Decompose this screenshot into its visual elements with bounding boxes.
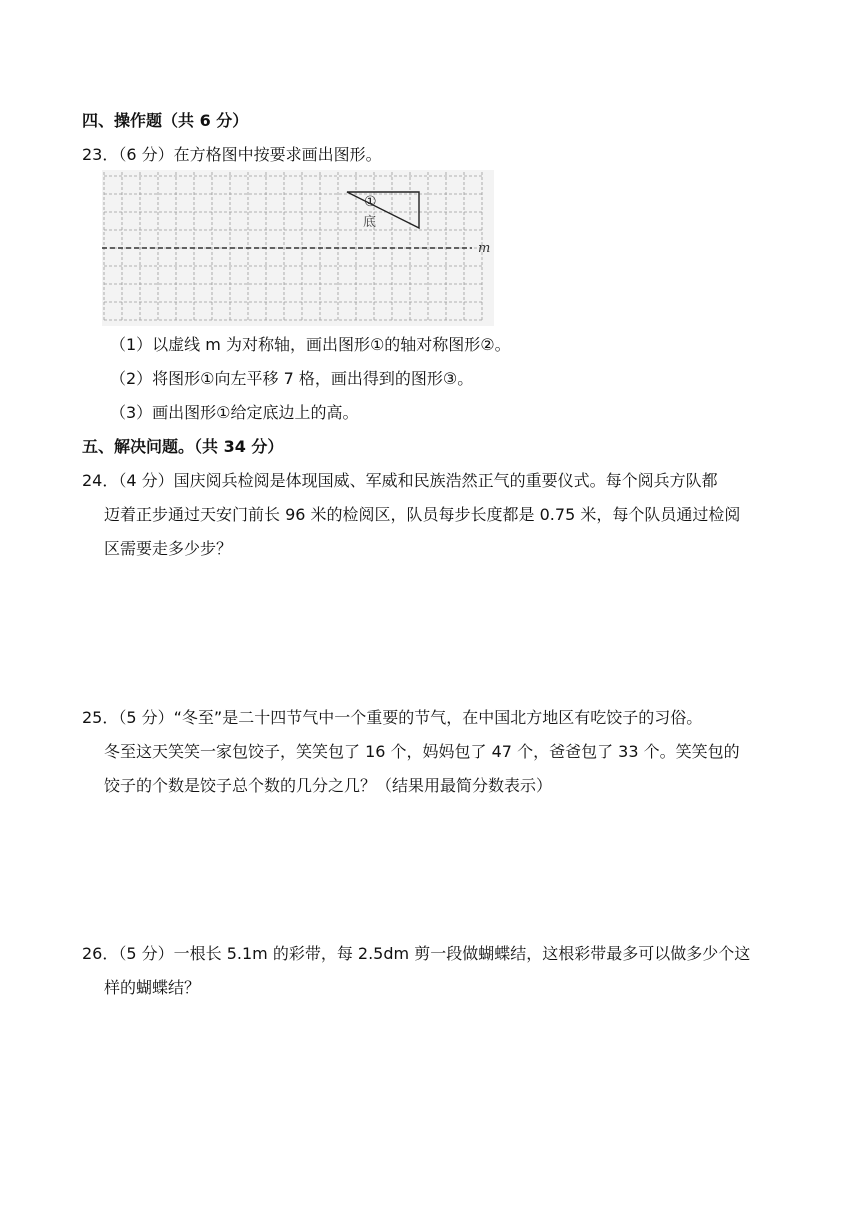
question-26-line-1: 26．（5 分）一根长 5.1m 的彩带，每 2.5dm 剪一段做蝴蝶结，这根彩带最多可以做多少个这 bbox=[82, 944, 751, 963]
axis-label-m: m bbox=[478, 241, 491, 256]
grid-figure bbox=[102, 170, 494, 326]
question-23-stem: 23．（6 分）在方格图中按要求画出图形。 bbox=[82, 145, 382, 164]
question-23-part-1: （1）以虚线 m 为对称轴，画出图形①的轴对称图形②。 bbox=[110, 335, 511, 354]
question-25-line-1: 25．（5 分）“冬至”是二十四节气中一个重要的节气，在中国北方地区有吃饺子的习俗。 bbox=[82, 708, 703, 727]
question-24-line-1: 24．（4 分）国庆阅兵检阅是体现国威、军威和民族浩然正气的重要仪式。每个阅兵方队都 bbox=[82, 471, 718, 490]
triangle-label-1: ① bbox=[364, 194, 377, 210]
question-23-part-3: （3）画出图形①给定底边上的高。 bbox=[110, 403, 359, 422]
question-25-line-3: 饺子的个数是饺子总个数的几分之几？（结果用最简分数表示） bbox=[104, 776, 553, 795]
question-23-part-2: （2）将图形①向左平移 7 格，画出得到的图形③。 bbox=[110, 369, 474, 388]
grid-svg bbox=[102, 170, 494, 326]
question-24-line-2: 迈着正步通过天安门前长 96 米的检阅区，队员每步长度都是 0.75 米，每个队员通过检阅 bbox=[104, 505, 741, 524]
question-25-line-2: 冬至这天笑笑一家包饺子，笑笑包了 16 个，妈妈包了 47 个，爸爸包了 33 个。笑笑包的 bbox=[104, 742, 740, 761]
question-24-line-3: 区需要走多少步？ bbox=[104, 539, 233, 558]
section-heading-problem-solving: 五、解决问题。（共 34 分） bbox=[82, 437, 284, 456]
base-label: 底 bbox=[363, 215, 377, 230]
section-heading-operations: 四、操作题（共 6 分） bbox=[82, 111, 249, 130]
question-26-line-2: 样的蝴蝶结？ bbox=[104, 978, 201, 997]
